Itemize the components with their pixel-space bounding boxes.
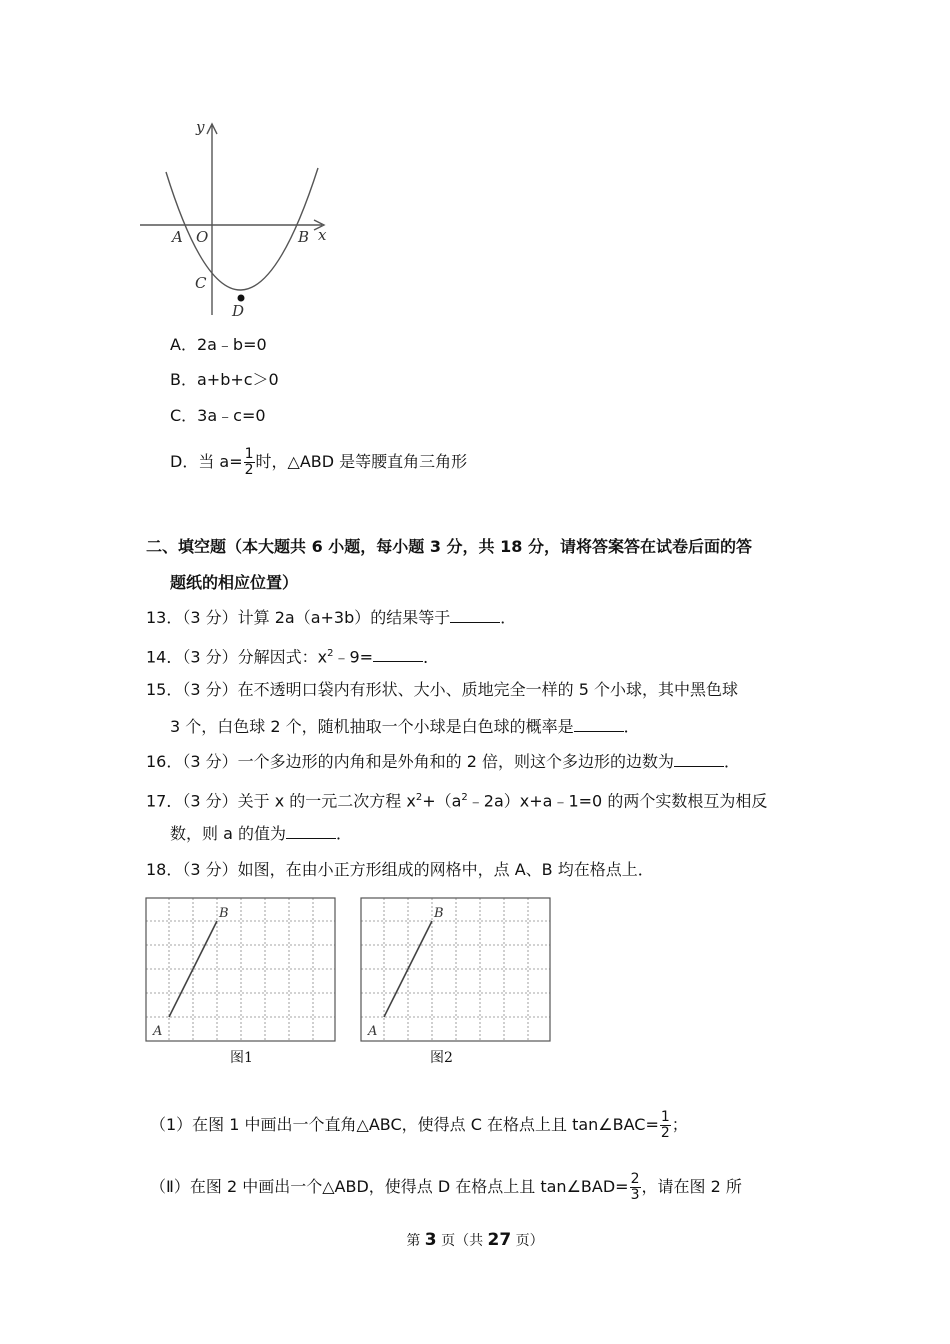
answer-blank[interactable] <box>674 752 724 767</box>
page-footer <box>0 1230 950 1250</box>
footer-mid: 页（共 <box>436 1233 488 1249</box>
label-d: D <box>232 302 245 320</box>
subpart-1-end: ； <box>671 1115 688 1134</box>
option-d-suffix: 时，△ABD 是等腰直角三角形 <box>255 452 468 471</box>
question-17-post: ﹣2a）x+a﹣1=0 的两个实数根互为相反 <box>467 791 768 811</box>
grid-lines <box>146 898 335 1041</box>
grid-border <box>146 898 335 1041</box>
option-a: A．2a﹣b=0 <box>170 335 267 354</box>
question-18: 18．（3 分）如图，在由小正方形组成的网格中，点 A、B 均在格点上． <box>146 860 654 879</box>
answer-blank[interactable] <box>450 608 500 623</box>
question-15-line2 <box>170 716 640 738</box>
footer-page-number: 3 <box>424 1230 437 1250</box>
question-17-text-2: 数，则 a 的值为 <box>170 824 286 843</box>
fraction-denominator: 2 <box>660 1125 670 1141</box>
superscript: 2 <box>415 792 423 803</box>
label-b: B <box>298 228 310 246</box>
question-16-text: 16．（3 分）一个多边形的内角和是外角和的 2 倍，则这个多边形的边数为 <box>146 752 674 771</box>
section-heading-line2: 题纸的相应位置） <box>170 573 299 592</box>
label-o: O <box>196 228 209 246</box>
label-x: x <box>318 226 327 244</box>
question-17-mid: +（a <box>422 791 462 811</box>
label-a: A <box>368 1024 378 1039</box>
question-13-end: ． <box>500 608 517 627</box>
label-b: B <box>219 906 229 921</box>
option-d-prefix: D．当 a= <box>170 452 243 471</box>
grid-figure-1 <box>145 897 337 1043</box>
question-16 <box>146 751 740 773</box>
question-13 <box>146 607 516 629</box>
superscript: 2 <box>327 648 334 659</box>
question-14 <box>146 643 439 668</box>
label-c: C <box>195 274 207 292</box>
question-15-end: ． <box>623 717 640 736</box>
question-16-end: ． <box>723 752 740 771</box>
question-13-text: 13．（3 分）计算 2a（a+3b）的结果等于 <box>146 608 451 627</box>
vertex-point-d <box>238 295 245 302</box>
question-15-text: 3 个，白色球 2 个，随机抽取一个小球是白色球的概率是 <box>170 717 574 736</box>
subpart-2-text: （Ⅱ）在图 2 中画出一个△ABD，使得点 D 在格点上且 tan∠BAD= <box>150 1177 629 1196</box>
answer-blank[interactable] <box>574 717 624 732</box>
fraction-denominator: 2 <box>244 462 254 478</box>
label-a: A <box>153 1024 163 1039</box>
footer-pre: 第 <box>406 1233 425 1249</box>
superscript: 2 <box>461 792 468 803</box>
subpart-1-fraction <box>660 1110 671 1141</box>
label-a: A <box>172 228 183 246</box>
subpart-1 <box>150 1108 688 1142</box>
option-d-fraction <box>244 447 255 478</box>
question-17-line2 <box>170 823 352 845</box>
question-17-line1 <box>146 787 767 812</box>
question-17-end: ． <box>335 824 352 843</box>
question-14-text-post: ﹣9= <box>333 647 374 667</box>
fraction-numerator: 1 <box>660 1109 670 1125</box>
grid-lines <box>361 898 550 1041</box>
section-heading-line1: 二、填空题（本大题共 6 小题，每小题 3 分，共 18 分，请将答案答在试卷后面的答 <box>146 537 752 556</box>
fraction-numerator: 2 <box>630 1171 640 1187</box>
footer-total-pages: 27 <box>487 1230 512 1250</box>
question-14-text: 14．（3 分）分解因式：x <box>146 647 328 667</box>
answer-blank[interactable] <box>373 647 423 662</box>
fraction-numerator: 1 <box>244 446 254 462</box>
grid-figure-2 <box>360 897 552 1043</box>
subpart-1-text: （1）在图 1 中画出一个直角△ABC，使得点 C 在格点上且 tan∠BAC= <box>150 1115 659 1134</box>
subpart-2-fraction <box>630 1172 641 1203</box>
option-c: C．3a﹣c=0 <box>170 406 266 425</box>
option-b: B．a+b+c＞0 <box>170 370 279 389</box>
subpart-2 <box>150 1170 742 1204</box>
figure-1-caption: 图1 <box>230 1050 253 1066</box>
subpart-2-end: ，请在图 2 所 <box>641 1177 742 1196</box>
option-d <box>170 445 467 479</box>
parabola-curve <box>166 168 318 290</box>
question-17-text: 17．（3 分）关于 x 的一元二次方程 x <box>146 791 416 811</box>
question-14-end: ． <box>423 647 440 667</box>
answer-blank[interactable] <box>286 824 336 839</box>
footer-post: 页） <box>511 1233 544 1249</box>
label-y: y <box>196 118 205 136</box>
parabola-figure <box>130 110 340 325</box>
fraction-denominator: 3 <box>630 1187 640 1203</box>
figure-2-caption: 图2 <box>430 1050 453 1066</box>
question-15-line1: 15．（3 分）在不透明口袋内有形状、大小、质地完全一样的 5 个小球，其中黑色球 <box>146 680 738 699</box>
label-b: B <box>434 906 444 921</box>
grid-border <box>361 898 550 1041</box>
